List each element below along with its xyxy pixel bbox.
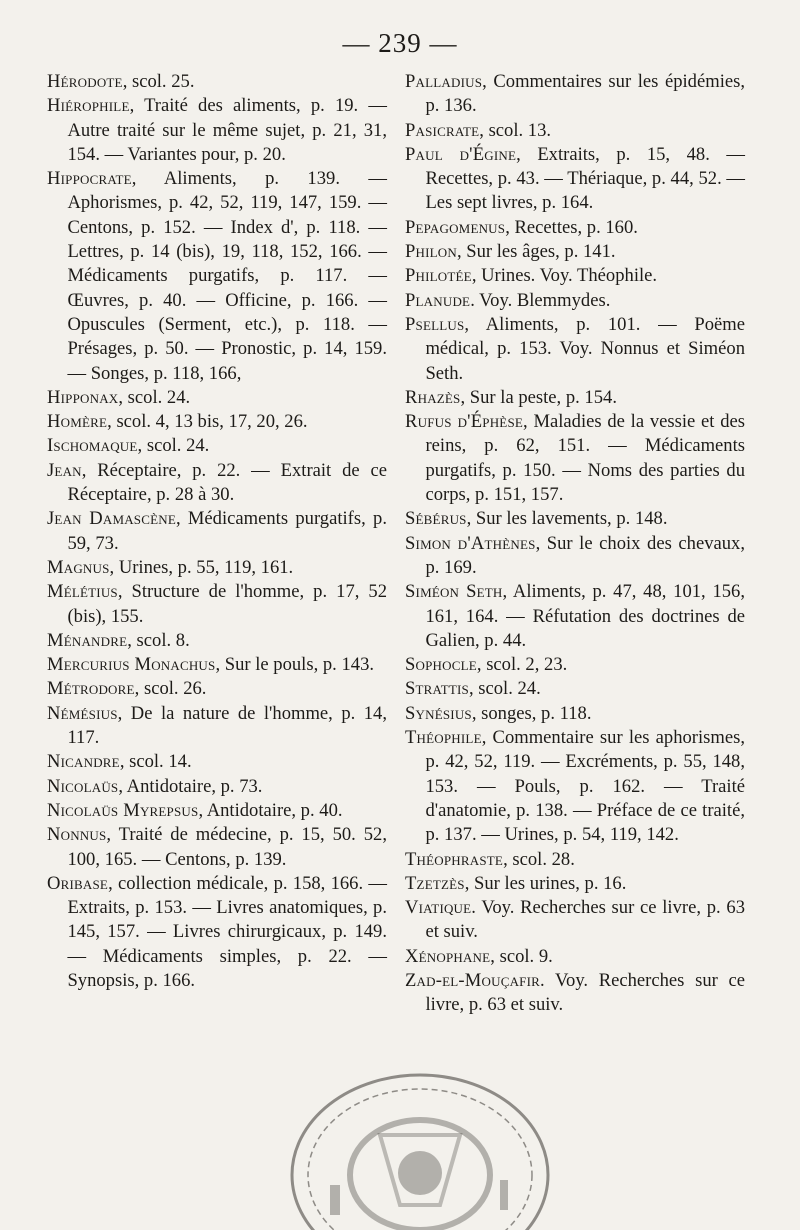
index-entry — [405, 507, 745, 531]
entry-references: , Urines, p. 55, 119, 161. — [109, 556, 294, 578]
entry-name: Philon — [405, 241, 457, 263]
entry-name: Métrodore — [47, 678, 135, 700]
index-entry — [47, 167, 387, 386]
entry-name: Ménandre — [47, 629, 128, 651]
index-entry — [405, 945, 745, 969]
entry-name: Ischomaque — [47, 435, 138, 457]
index-column-left — [47, 70, 387, 993]
index-entry — [405, 216, 745, 240]
index-entry — [405, 240, 745, 264]
index-entry — [47, 823, 387, 872]
index-entry — [405, 532, 745, 581]
entry-name: Palladius — [405, 71, 483, 92]
entry-name: Simon d'Athènes — [405, 532, 536, 554]
entry-references: , Traité des aliments, p. 19. — Autre traité sur le même sujet, p. 21, 31, 154. — Variantes pour, p. 20. — [67, 95, 387, 165]
entry-name: Philotée — [405, 265, 472, 287]
entry-name: Nonnus — [47, 824, 107, 846]
index-entry — [47, 434, 387, 458]
index-entry — [47, 750, 387, 774]
entry-name: Psellus — [405, 313, 465, 335]
page-number: — 239 — — [342, 28, 458, 58]
entry-references: , Urines. Voy. Théophile. — [471, 265, 658, 287]
index-entry — [47, 872, 387, 993]
index-entry — [405, 677, 745, 701]
entry-name: Pasicrate — [405, 119, 480, 141]
entry-references: , Sur la peste, p. 154. — [460, 386, 617, 408]
entry-name: Xénophane — [405, 945, 491, 967]
entry-name: Strattis — [405, 678, 469, 700]
index-entry — [47, 629, 387, 653]
index-entry — [405, 143, 745, 216]
entry-references: , Structure de l'homme, p. 17, 52 (bis), 155. — [67, 581, 387, 627]
entry-name: Rhazès — [405, 386, 461, 408]
entry-name: Pepagomenus — [405, 216, 506, 238]
index-entry — [405, 896, 745, 945]
entry-name: Paul d'Égine — [405, 143, 517, 165]
index-column-right — [405, 70, 745, 1018]
index-entry — [405, 726, 745, 847]
index-entry — [405, 969, 745, 1018]
index-entry — [405, 410, 745, 507]
index-entry — [47, 799, 387, 823]
entry-references: , Recettes, p. 160. — [505, 216, 638, 238]
entry-references: , scol. 24. — [468, 678, 541, 700]
entry-references: , Sur le pouls, p. 143. — [215, 654, 375, 676]
entry-references: , scol. 13. — [479, 119, 552, 141]
index-entry — [47, 70, 387, 94]
entry-name: Nicandre — [47, 751, 120, 773]
index-entry — [47, 507, 387, 556]
entry-references: , Aliments, p. 47, 48, 101, 156, 161, 164. — Réfutation des doctrines de Galien, p. 44. — [425, 581, 746, 651]
entry-references: , Sur les lavements, p. 148. — [466, 508, 668, 530]
index-entry — [405, 70, 745, 119]
entry-references: , Sur le choix des chevaux, p. 169. — [425, 532, 745, 578]
index-entry — [405, 653, 745, 677]
index-entry — [47, 556, 387, 580]
entry-references: , scol. 4, 13 bis, 17, 20, 26. — [107, 411, 308, 433]
index-entry — [47, 459, 387, 508]
entry-references: , Commentaire sur les aphorismes, p. 42, 52, 119. — Excréments, p. 55, 148, 153. — Pouls, p. 162. — Traité d'anatomie, p. 138. — Préface de ce traité, p. 137. — Urines, p. 54, 119, 142. — [425, 727, 745, 846]
entry-references: . Voy. Blemmydes. — [470, 289, 611, 311]
entry-references: , scol. 26. — [134, 678, 207, 700]
index-entry — [47, 653, 387, 677]
entry-name: Rufus d'Éphèse — [405, 411, 524, 433]
entry-name: Planude — [405, 289, 471, 311]
index-entry — [47, 94, 387, 167]
entry-references: , scol. 2, 23. — [476, 654, 568, 676]
entry-name: Sophocle — [405, 654, 477, 676]
index-entry — [47, 386, 387, 410]
entry-references: , scol. 8. — [127, 629, 190, 651]
index-entry — [47, 775, 387, 799]
entry-name: Magnus — [47, 556, 110, 578]
entry-name: Théophile — [405, 727, 482, 749]
entry-references: , Sur les urines, p. 16. — [464, 872, 627, 894]
entry-references: . Voy. Recherches sur ce livre, p. 63 et suiv. — [425, 897, 745, 943]
entry-name: Nicolaüs Myrepsus — [47, 799, 199, 821]
library-stamp — [270, 1055, 570, 1230]
entry-references: , Extraits, p. 15, 48. — Recettes, p. 43. — Thériaque, p. 44, 52. — Les sept livres, p. 164. — [425, 143, 745, 214]
index-entry — [47, 702, 387, 751]
entry-name: Sébérus — [405, 508, 467, 530]
entry-references: , songes, p. 118. — [471, 702, 592, 724]
index-entry — [405, 264, 745, 288]
entry-name: Oribase — [47, 872, 109, 894]
entry-name: Hiérophile — [47, 95, 130, 117]
index-entry — [405, 872, 745, 896]
entry-references: , Antidotaire, p. 40. — [198, 799, 343, 821]
entry-references: , scol. 24. — [137, 435, 210, 457]
entry-references: , scol. 24. — [118, 386, 191, 408]
entry-references: , scol. 28. — [503, 848, 575, 870]
entry-name: Homère — [47, 411, 108, 433]
index-entry — [405, 848, 745, 872]
entry-references: , Aliments, p. 101. — Poëme médical, p. 153. Voy. Nonnus et Siméon Seth. — [425, 313, 745, 384]
entry-name: Mercurius Monachus — [47, 654, 216, 676]
entry-references: , scol. 9. — [490, 945, 553, 967]
entry-name: Nicolaüs — [47, 775, 119, 797]
entry-references: , collection médicale, p. 158, 166. — Extraits, p. 153. — Livres anatomiques, p. 145, 157. — Livres chirurgicaux, p. 149. — Médicaments simples, p. 22. — Synopsis, p. 166. — [67, 872, 387, 991]
index-entry — [405, 580, 745, 653]
entry-references: . Voy. Recherches sur ce livre, p. 63 et suiv. — [425, 969, 745, 1016]
index-entry — [47, 677, 387, 701]
entry-references: , Maladies de la vessie et des reins, p. 62, 151. — Médicaments purgatifs, p. 150. — Noms des parties du corps, p. 151, 157. — [425, 411, 745, 506]
entry-references: , Aliments, p. 139. — Aphorismes, p. 42, 52, 119, 147, 159. — Centons, p. 152. — Index d', p. 118. — Lettres, p. 14 (bis), 19, 118, 152, 166. — Médicaments purgatifs, p. 117. — Œuvres, p. 40. — Officine, p. 166. — Opuscules (Serment, etc.), p. 118. — Présages, p. 50. — Pronostic, p. 14, 159. — Songes, p. 118, 166, — [67, 168, 387, 384]
entry-name: Théophraste — [405, 848, 504, 870]
entry-references: , scol. 14. — [119, 751, 192, 773]
entry-name: Némésius — [47, 702, 118, 724]
entry-name: Hippocrate — [47, 168, 132, 190]
entry-name: Hérodote — [47, 71, 123, 92]
entry-name: Siméon Seth — [405, 581, 503, 603]
entry-name: Jean Damascène — [47, 508, 176, 530]
entry-references: , Sur les âges, p. 141. — [456, 241, 616, 263]
entry-name: Synésius — [405, 702, 472, 724]
entry-name: Tzetzès — [405, 872, 465, 894]
entry-references: , scol. 25. — [122, 71, 195, 92]
entry-name: Zad-el-Mouçafir — [405, 969, 540, 991]
entry-references: , Traité de médecine, p. 15, 50. 52, 100, 165. — Centons, p. 139. — [67, 824, 387, 870]
entry-references: , Réceptaire, p. 22. — Extrait de ce Réceptaire, p. 28 à 30. — [67, 459, 387, 506]
index-entry — [405, 313, 745, 386]
index-entry — [405, 702, 745, 726]
entry-name: Viatique — [405, 897, 472, 919]
index-entry — [405, 119, 745, 143]
entry-name: Mélétius — [47, 581, 118, 603]
index-entry — [47, 410, 387, 434]
index-entry — [405, 289, 745, 313]
entry-name: Hipponax — [47, 386, 119, 408]
entry-references: , Médicaments purgatifs, p. 59, 73. — [67, 508, 387, 554]
entry-references: , De la nature de l'homme, p. 14, 117. — [67, 702, 387, 749]
entry-references: , Commentaires sur les épidémies, p. 136. — [425, 71, 745, 117]
index-entry — [47, 580, 387, 629]
entry-references: , Antidotaire, p. 73. — [118, 775, 263, 797]
index-entry — [405, 386, 745, 410]
entry-name: Jean — [47, 459, 82, 481]
